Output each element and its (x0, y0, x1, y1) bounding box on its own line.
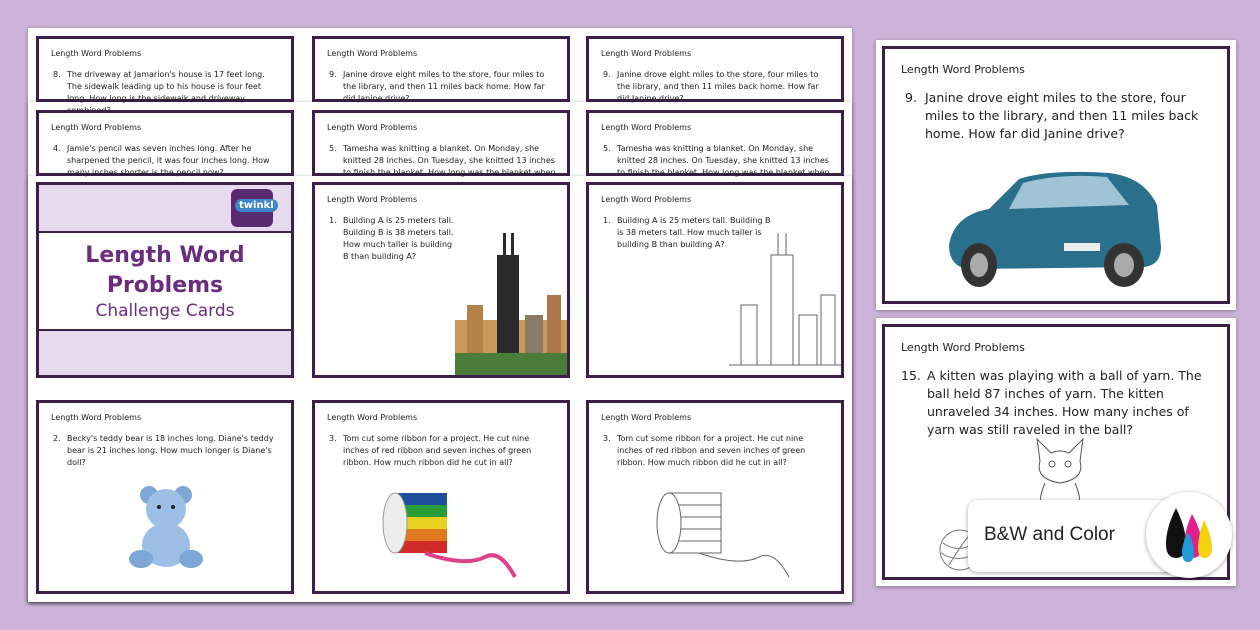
card-header: Length Word Problems (327, 123, 418, 132)
ink-drops-icon (1146, 492, 1232, 578)
card-problem-9-bw (586, 36, 844, 102)
problem-number: 1. (329, 216, 337, 225)
card-problem-2 (36, 400, 294, 594)
card-header: Length Word Problems (601, 413, 692, 422)
cover-band-bottom (39, 329, 291, 375)
problem-text: Janine drove eight miles to the store, four miles to the library, and then 11 miles back home. How far did Janine drive? (617, 70, 819, 103)
problem-number: 5. (603, 144, 611, 153)
problem-number: 9. (603, 70, 611, 79)
problem-text: A kitten was playing with a ball of yarn. The ball held 87 inches of yarn. The kitten unraveled 34 inches. How many inches of yarn was still raveled in the ball? (927, 368, 1202, 437)
card-problem-9-color (312, 36, 570, 102)
card-header: Length Word Problems (327, 413, 418, 422)
problem-text: Tom cut some ribbon for a project. He cut nine inches of red ribbon and seven inches of green ribbon. How much ribbon did he cut in all? (343, 434, 532, 467)
problem-number: 2. (53, 434, 61, 443)
card-problem-3-color (312, 400, 570, 594)
brand-logo (231, 189, 273, 227)
problem-number: 9. (329, 70, 337, 79)
problem-text: The driveway at Jamarion's house is 17 feet long. The sidewalk leading up to his house is four feet long. How long is the sidewalk and driveway (67, 70, 265, 103)
card-header: Length Word Problems (51, 413, 142, 422)
card-header: Length Word Problems (901, 63, 1025, 76)
ribbon-image (365, 487, 525, 587)
problem-text: Building A is 25 meters tall. Building B is 38 meters tall. How much taller is building B than building A? (617, 216, 771, 249)
problem-text: Building A is 25 meters tall. Building B is 38 meters tall. How much taller is building B than building A? (343, 216, 454, 261)
card-problem-8 (36, 36, 294, 102)
logo-text: twinkl (235, 199, 278, 212)
bw-color-badge (968, 500, 1176, 572)
skyline-image (455, 225, 567, 375)
cover-title-line1: Length Word (85, 243, 245, 268)
problem-number: 3. (329, 434, 337, 443)
problem-text: Tamesha was knitting a blanket. On Monday, she knitted 28 inches. On Tuesday, she knitted 13 inches to finish the blanket. How long was the blanket when (343, 144, 556, 177)
cover-title-line2: Problems (106, 273, 224, 298)
card-header: Length Word Problems (327, 49, 418, 58)
badge-label: B&W and Color (984, 524, 1115, 545)
ribbon-outline-image (639, 487, 799, 587)
card-header: Length Word Problems (327, 195, 418, 204)
card-problem-4 (36, 110, 294, 176)
problem-number: 9. (905, 90, 917, 105)
problem-number: 8. (53, 70, 61, 79)
problem-number: 5. (329, 144, 337, 153)
problem-text: Janine drove eight miles to the store, four miles to the library, and then 11 miles back home. How far did Janine drive? (925, 90, 1199, 141)
card-header: Length Word Problems (51, 49, 142, 58)
card-header: Length Word Problems (601, 49, 692, 58)
kitten-image (1025, 431, 1095, 511)
problem-text: Becky's teddy bear is 18 inches long. Diane's teddy bear is 21 inches long. How much longer is Diane's doll? (67, 434, 274, 467)
problem-text: Janine drove eight miles to the store, four miles to the library, and then 11 miles back home. How far did Janine drive? (343, 70, 545, 103)
card-problem-9-large (882, 46, 1230, 304)
card-problem-5-bw (586, 110, 844, 176)
problem-number: 1. (603, 216, 611, 225)
card-problem-5-color (312, 110, 570, 176)
problem-number: 15. (901, 368, 921, 383)
problem-number: 4. (53, 144, 61, 153)
card-header: Length Word Problems (51, 123, 142, 132)
problem-text: Tamesha was knitting a blanket. On Monday, she knitted 28 inches. On Tuesday, she knitted 13 inches to finish the blanket. How long was the blanket when (617, 144, 830, 177)
card-header: Length Word Problems (601, 195, 692, 204)
card-header: Length Word Problems (901, 341, 1025, 354)
card-problem-1-bw (586, 182, 844, 378)
problem-text: Jamie's pencil was seven inches long. After he sharpened the pencil, it was four inches long. How many inches shorter is the pencil now? (67, 144, 270, 177)
problem-number: 3. (603, 434, 611, 443)
cover-subtitle: Challenge Cards (95, 301, 235, 321)
teddy-bear-image (119, 483, 219, 573)
problem-text: Tom cut some ribbon for a project. He cut nine inches of red ribbon and seven inches of green ribbon. How much ribbon did he cut in all? (617, 434, 806, 467)
skyline-outline-image (729, 225, 841, 375)
cover-card (36, 182, 294, 378)
car-image (939, 165, 1169, 295)
cover-title (39, 241, 291, 301)
card-header: Length Word Problems (601, 123, 692, 132)
card-problem-3-bw (586, 400, 844, 594)
card-problem-1-color (312, 182, 570, 378)
